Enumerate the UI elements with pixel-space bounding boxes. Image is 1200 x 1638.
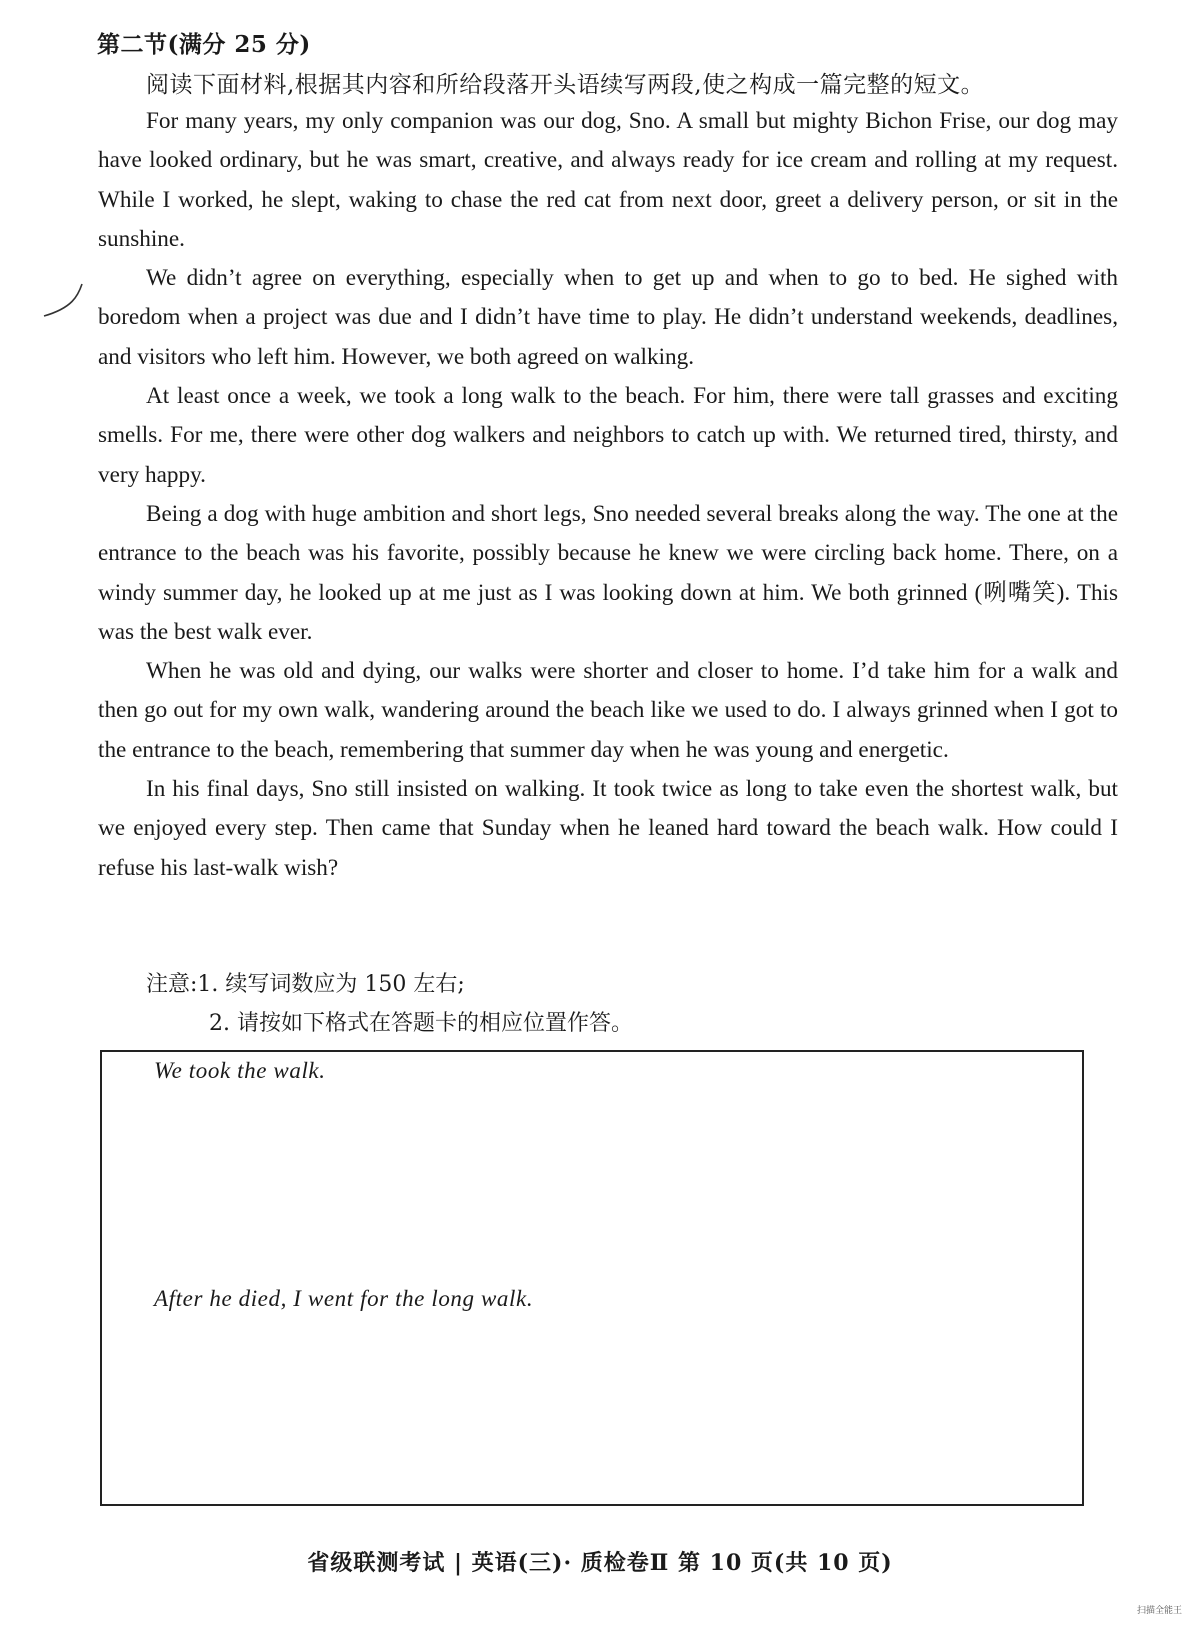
task-instruction: 阅读下面材料,根据其内容和所给段落开头语续写两段,使之构成一篇完整的短文。 — [146, 72, 985, 98]
note-2: 2. 请按如下格式在答题卡的相应位置作答。 — [209, 1011, 633, 1036]
reading-passage — [98, 102, 1118, 888]
passage-paragraph: When he was old and dying, our walks were shorter and closer to home. I’d take him for a walk and then go out for my own walk, wandering around the beach like we used to do. I always grinned when I got to the entrance to the beach, remembering that summer day when he was young and energetic. — [98, 658, 1118, 763]
answer-box[interactable] — [100, 1050, 1084, 1506]
paragraph-1-opening: We took the walk. — [154, 1058, 326, 1083]
page-footer: 省级联测考试 | 英语(三)· 质检卷Ⅱ 第 10 页(共 10 页) — [307, 1550, 893, 1576]
passage-paragraph: Being a dog with huge ambition and short legs, Sno needed several breaks along the way. The one at the entrance to the beach was his favorite, possibly because he knew we were circling back home. There, on a windy summer day, he looked up at me just as I was looking down at him. We both grinned (咧嘴笑). This was the best walk ever. — [98, 500, 1118, 645]
passage-paragraph: We didn’t agree on everything, especially when to get up and when to go to bed. He sighed with boredom when a project was due and I didn’t have time to play. He didn’t understand weekends, deadlines, and visitors who left him. However, we both agreed on walking. — [98, 265, 1118, 370]
passage-paragraph: In his final days, Sno still insisted on walking. It took twice as long to take even the shortest walk, but we enjoyed every step. Then came that Sunday when he leaned hard toward the beach walk. How could I refuse his last-walk wish? — [98, 776, 1118, 881]
note-1: 注意:1. 续写词数应为 150 左右; — [146, 972, 465, 997]
passage-paragraph: At least once a week, we took a long walk to the beach. For him, there were tall grasses and exciting smells. For me, there were other dog walkers and neighbors to catch up with. We returned tired, thirsty, and very happy. — [98, 383, 1118, 488]
scanner-watermark: 扫描全能王 — [1136, 1606, 1182, 1616]
section-title: 第二节(满分 25 分) — [97, 31, 311, 58]
pencil-mark-icon — [38, 282, 88, 326]
passage-paragraph: For many years, my only companion was our dog, Sno. A small but mighty Bichon Frise, our dog may have looked ordinary, but he was smart, creative, and always ready for ice cream and rolling at my request. While I worked, he slept, waking to chase the red cat from next door, greet a delivery person, or sit in the sunshine. — [98, 108, 1118, 252]
notes — [146, 965, 633, 1043]
paragraph-2-opening: After he died, I went for the long walk. — [154, 1286, 534, 1311]
